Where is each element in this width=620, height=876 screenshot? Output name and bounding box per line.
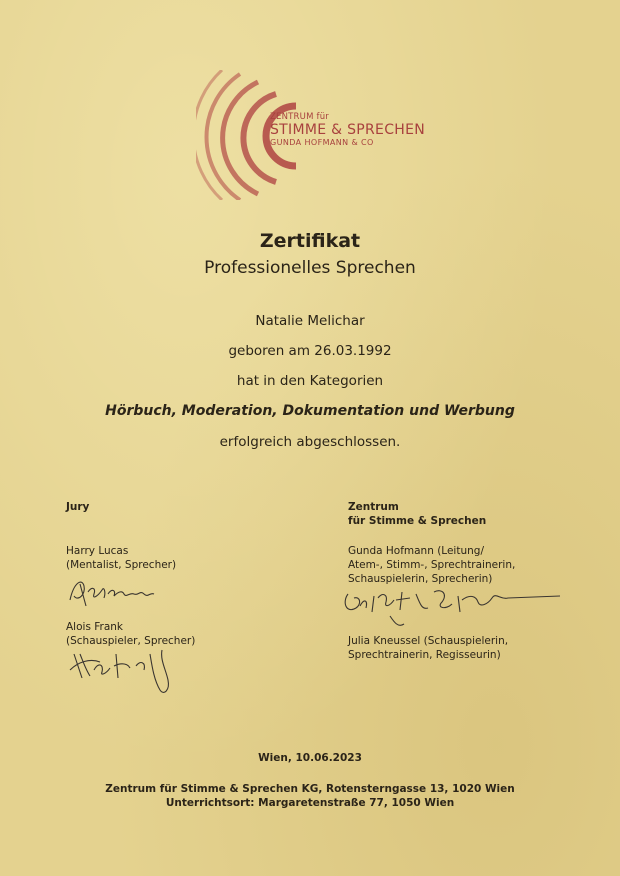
intro-text: hat in den Kategorien [236, 373, 384, 389]
certificate-title: Zertifikat [259, 230, 361, 252]
signature-alois-frank [60, 640, 200, 700]
jury-member-role: (Schauspieler, Sprecher) [66, 635, 196, 647]
issue-date: Wien, 10.06.2023 [258, 752, 362, 764]
company-address: Zentrum für Stimme & Sprechen KG, Rotensterngasse 13, 1020 Wien [105, 783, 515, 795]
jury-member-name: Alois Frank [66, 621, 124, 633]
zentrum-heading-line-1: Zentrum [348, 501, 399, 513]
signature-harry-lucas [64, 572, 174, 612]
zentrum-heading [348, 500, 486, 528]
outro-text: erfolgreich abgeschlossen. [219, 434, 401, 450]
zentrum-member-line: Sprechtrainerin, Regisseurin) [348, 649, 501, 661]
logo-line-3: GUNDA HOFMANN & CO [270, 138, 374, 147]
zentrum-heading-line-2: für Stimme & Sprechen [348, 515, 487, 527]
logo-text [270, 112, 425, 148]
logo-line-1: ZENTRUM für [270, 112, 329, 122]
signature-gunda-hofmann [338, 578, 568, 638]
birth-date: geboren am 26.03.1992 [228, 343, 392, 359]
certificate-subtitle: Professionelles Sprechen [204, 258, 416, 278]
zentrum-member-line: Atem-, Stimm-, Sprechtrainerin, [348, 559, 516, 571]
teaching-location: Unterrichtsort: Margaretenstraße 77, 1050 Wien [165, 797, 455, 809]
recipient-name: Natalie Melichar [255, 313, 365, 329]
zentrum-member-2 [348, 634, 508, 662]
logo-line-2: STIMME & SPRECHEN [270, 122, 426, 138]
jury-member-name: Harry Lucas [66, 545, 129, 557]
zentrum-member-line: Schauspielerin, Sprecherin) [348, 573, 493, 585]
categories-text: Hörbuch, Moderation, Dokumentation und Werbung [105, 403, 515, 419]
jury-member-role: (Mentalist, Sprecher) [66, 559, 177, 571]
zentrum-member-line: Gunda Hofmann (Leitung/ [348, 545, 484, 557]
zentrum-member-line: Julia Kneussel (Schauspielerin, [348, 635, 509, 647]
jury-member-1 [66, 544, 176, 572]
jury-heading: Jury [66, 501, 90, 513]
